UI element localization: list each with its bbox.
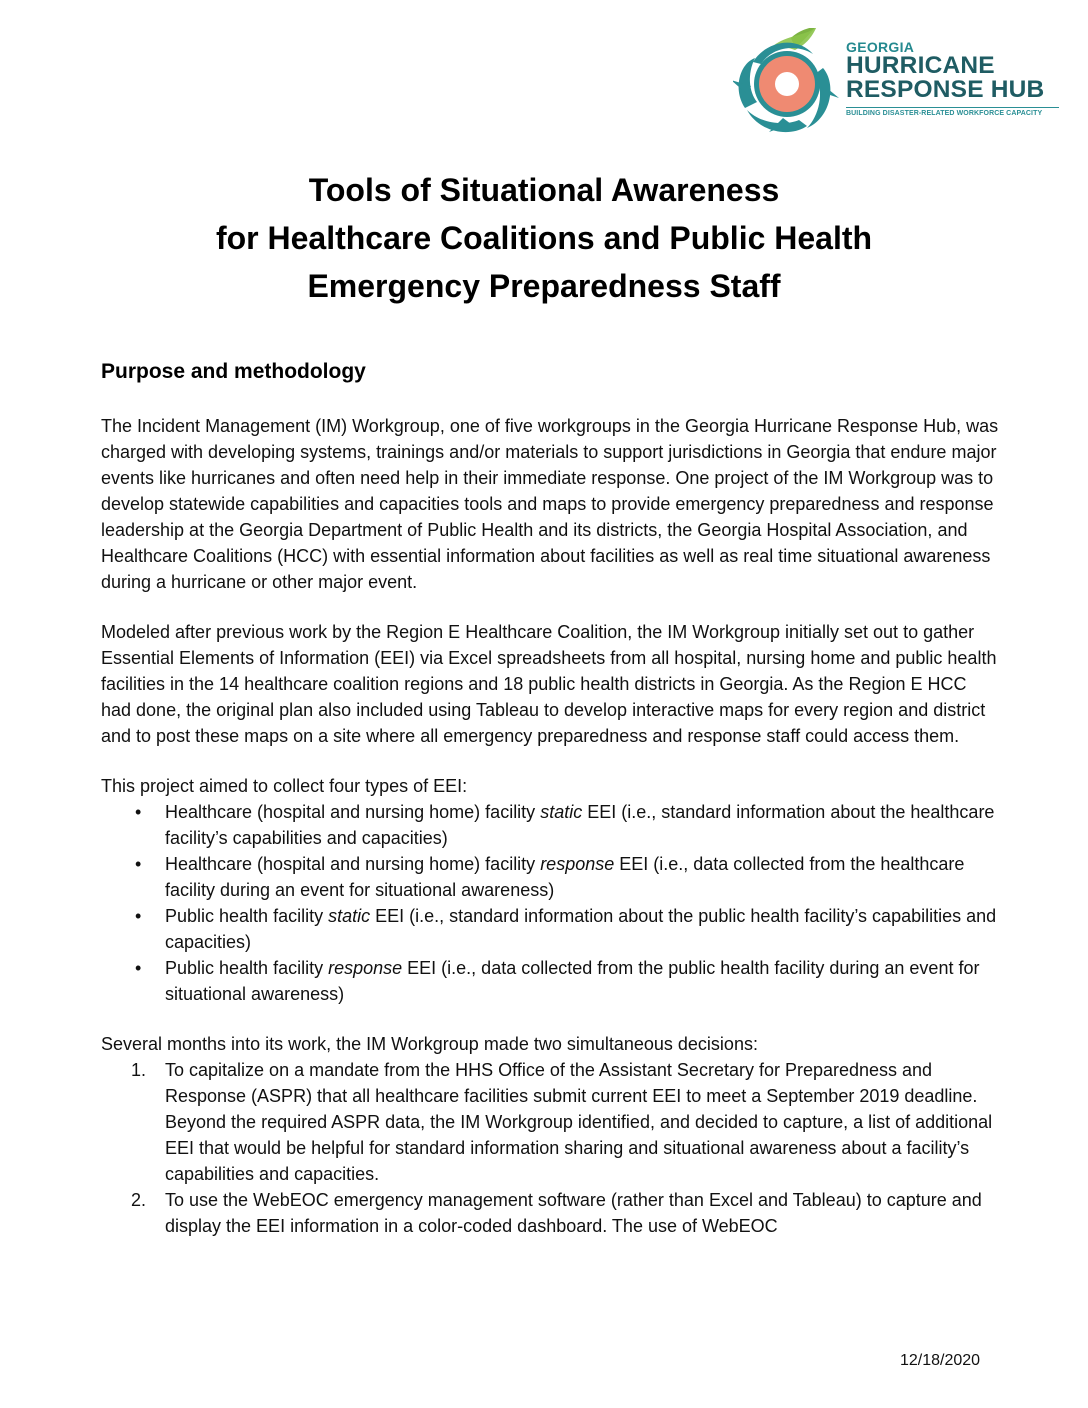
eei-types-list: [101, 799, 1001, 1007]
title-line-1: Tools of Situational Awareness: [308, 172, 780, 208]
paragraph-1: The Incident Management (IM) Workgroup, one of five workgroups in the Georgia Hurricane Response Hub, was charged with developing systems, trainings and/or materials to support jurisdictions in Georgia that endure major events like hurricanes and often need help in their immediate response. One project of the IM Workgroup was to develop statewide capabilities and capacities tools and maps to provide emergency preparedness and response leadership at the Georgia Department of Public Health and its districts, the Georgia Hospital Association, and Healthcare Coalitions (HCC) with essential information about facilities as well as real time situational awareness during a hurricane or other major event.: [101, 416, 999, 592]
document-body: [101, 357, 1001, 1263]
logo-divider: [846, 107, 1059, 108]
list-item: 1. To capitalize on a mandate from the HHS Office of the Assistant Secretary for Preparedness and Response (ASPR) that all healthcare facilities submit current EEI to meet a September 2019 deadline. Beyond the required ASPR data, the IM Workgroup identified, and decided to capture, a list of additional EEI that would be helpful for standard information sharing and situational awareness about a facility’s capabilities and capacities.: [101, 1057, 1001, 1187]
list-item: • Public health facility static EEI (i.e., standard information about the public health facility’s capabilities and capacities): [101, 903, 1001, 955]
decisions-list: [101, 1057, 1001, 1239]
logo-hurricane-text: HURRICANE: [846, 52, 995, 79]
eei-list-intro: This project aimed to collect four types of EEI:: [101, 776, 468, 796]
logo-tagline: BUILDING DISASTER-RELATED WORKFORCE CAPACITY: [846, 110, 1043, 117]
list-item: • Public health facility response EEI (i.e., data collected from the public health facility during an event for situational awareness): [101, 955, 1001, 1007]
footer-date: 12/18/2020: [900, 1352, 981, 1369]
hurricane-logo-icon: [733, 28, 839, 134]
list-number: 1.: [131, 1060, 147, 1080]
list-item: • Healthcare (hospital and nursing home) facility static EEI (i.e., standard information about the healthcare facility’s capabilities and capacities): [101, 799, 1001, 851]
logo-georgia-text: GEORGIA: [846, 39, 915, 55]
title-line-3: Emergency Preparedness Staff: [307, 268, 781, 304]
paragraph-2: Modeled after previous work by the Region E Healthcare Coalition, the IM Workgroup initially set out to gather Essential Elements of Information (EEI) via Excel spreadsheets from all hospital, nursing home and public health facilities in the 14 healthcare coalition regions and 18 public health districts in Georgia. As the Region E HCC had done, the original plan also included using Tableau to develop interactive maps for every region and district and to post these maps on a site where all emergency preparedness and response staff could access them.: [101, 622, 997, 746]
document-title: [0, 166, 1088, 310]
decisions-intro: Several months into its work, the IM Workgroup made two simultaneous decisions:: [101, 1034, 758, 1054]
list-item: 2. To use the WebEOC emergency management software (rather than Excel and Tableau) to capture and display the EEI information in a color-coded dashboard. The use of WebEOC: [101, 1187, 1001, 1239]
list-item: • Healthcare (hospital and nursing home) facility response EEI (i.e., data collected from the healthcare facility during an event for situational awareness): [101, 851, 1001, 903]
title-line-2: for Healthcare Coalitions and Public Health: [215, 220, 873, 256]
bullet-icon: •: [135, 906, 142, 926]
georgia-hurricane-response-hub-logo: [733, 28, 1073, 138]
section-heading: Purpose and methodology: [101, 360, 366, 383]
bullet-icon: •: [135, 854, 142, 874]
list-number: 2.: [131, 1190, 147, 1210]
bullet-icon: •: [135, 958, 142, 978]
bullet-icon: •: [135, 802, 142, 822]
logo-response-hub-text: RESPONSE HUB: [846, 76, 1045, 103]
